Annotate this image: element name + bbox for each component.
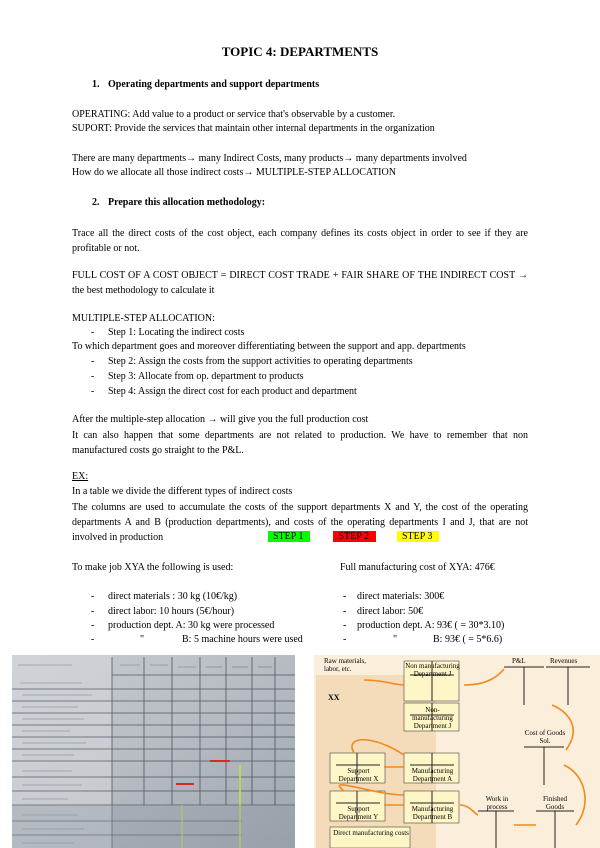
- step-tags: [268, 531, 439, 543]
- section1-number: 1.: [92, 79, 100, 90]
- trace-direct-costs-paragraph: Trace all the direct costs of the cost object, each company defines its costs object in order to see if they are profitable or not.: [72, 228, 528, 254]
- right-item-labor: direct labor: 50€: [357, 606, 424, 617]
- right-item-dept-a: production dept. A: 93€ ( = 30*3.10): [357, 620, 505, 631]
- diagram-non-mfg-2: Non-manufacturing Department J: [412, 706, 453, 730]
- allocation-question: How do we allocate all those indirect costs→ MULTIPLE-STEP ALLOCATION: [72, 167, 396, 178]
- diagram-cogs: Cost of Goods Sol.: [524, 729, 566, 745]
- step1-item: Step 1: Locating the indirect costs: [108, 327, 245, 338]
- bullet-dash: -: [343, 606, 347, 617]
- bullet-dash: -: [91, 620, 95, 631]
- non-manufactured-note: It can also happen that some departments are not related to production. We have to remember that non manufactured costs go straight to the P&L.: [72, 430, 528, 456]
- whiteboard-table-photo: [12, 655, 295, 848]
- full-cost-formula: FULL COST OF A COST OBJECT = DIRECT COST TRADE + FAIR SHARE OF THE INDIRECT COST → the best methodology to calculate it: [72, 270, 528, 296]
- bullet-dash: -: [91, 386, 95, 397]
- msa-title: MULTIPLE-STEP ALLOCATION:: [72, 313, 215, 324]
- whiteboard-table-image: [12, 655, 295, 848]
- step1-tag: STEP 1: [268, 531, 310, 542]
- left-item-materials: direct materials : 30 kg (10€/kg): [108, 591, 238, 602]
- section2-number: 2.: [92, 197, 100, 208]
- bullet-dash: -: [343, 620, 347, 631]
- ditto-mark: ": [140, 634, 145, 645]
- section1-heading: Operating departments and support departments: [108, 79, 320, 90]
- bullet-dash: -: [343, 591, 347, 602]
- diagram-revenues: Revenues: [550, 657, 578, 665]
- diagram-xx: XX: [328, 693, 340, 702]
- bullet-dash: -: [91, 371, 95, 382]
- diagram-support-x: Support Department X: [338, 767, 379, 783]
- support-definition: SUPORT: Provide the services that maintain other internal departments in the organization: [72, 123, 435, 134]
- diagram-wip: Work in process: [485, 795, 509, 811]
- departments-line: There are many departments→ many Indirect Costs, many products→ many departments involved: [72, 153, 467, 164]
- bullet-dash: -: [91, 327, 95, 338]
- bullet-dash: -: [91, 634, 95, 645]
- diagram-mfg-b: Manufacturing Department B: [411, 805, 454, 821]
- bullet-dash: -: [343, 634, 347, 645]
- diagram-pl: P&L: [512, 657, 526, 665]
- section2-heading: Prepare this allocation methodology:: [108, 197, 266, 208]
- example-intro: In a table we divide the different types of indirect costs: [72, 486, 293, 497]
- diagram-raw-materials: Raw materials, labor, etc.: [324, 657, 366, 673]
- left-item-dept-a: production dept. A: 30 kg were processed: [108, 620, 275, 631]
- diagram-non-mfg-1: Non manufacturing Department J: [405, 662, 460, 678]
- job-right-title: Full manufacturing cost of XYA: 476€: [340, 562, 495, 573]
- page-title: TOPIC 4: DEPARTMENTS: [221, 44, 379, 59]
- bullet-dash: -: [91, 356, 95, 367]
- right-item-dept-b: B: 93€ ( = 5*6.6): [433, 634, 503, 645]
- job-left-title: To make job XYA the following is used:: [72, 562, 234, 573]
- diagram-direct-mfg: Direct manufacturing costs: [333, 829, 409, 837]
- step2-item: Step 2: Assign the costs from the support activities to operating departments: [108, 356, 413, 367]
- after-allocation-line: After the multiple-step allocation → will give you the full production cost: [72, 414, 369, 425]
- left-item-labor: direct labor: 10 hours (5€/hour): [108, 606, 235, 617]
- example-paragraph-text: The columns are used to accumulate the costs of the support departments X and Y, the cost of the operating departments A and B (production departments), and costs of the operating departments I and J, that are not involved in production: [72, 502, 528, 543]
- step4-item: Step 4: Assign the direct cost for each product and department: [108, 386, 357, 397]
- operating-definition: OPERATING: Add value to a product or service that's observable by a customer.: [72, 109, 396, 120]
- diagram-mfg-a: Manufacturing Department A: [411, 767, 454, 783]
- ditto-mark: ": [393, 634, 398, 645]
- step1-note: To which department goes and moreover differentiating between the support and app. departments: [72, 341, 466, 352]
- right-item-materials: direct materials: 300€: [357, 591, 445, 602]
- diagram-support-y: Support Department Y: [338, 805, 379, 821]
- step2-tag: STEP 2: [333, 531, 375, 542]
- example-label: EX:: [72, 471, 89, 482]
- step3-tag: STEP 3: [397, 531, 439, 542]
- step3-item: Step 3: Allocate from op. department to products: [108, 371, 304, 382]
- bullet-dash: -: [91, 606, 95, 617]
- left-item-dept-b: B: 5 machine hours were used: [182, 634, 303, 645]
- bullet-dash: -: [91, 591, 95, 602]
- allocation-diagram-photo: [314, 655, 600, 848]
- diagram-finished: Finished Goods: [542, 795, 568, 811]
